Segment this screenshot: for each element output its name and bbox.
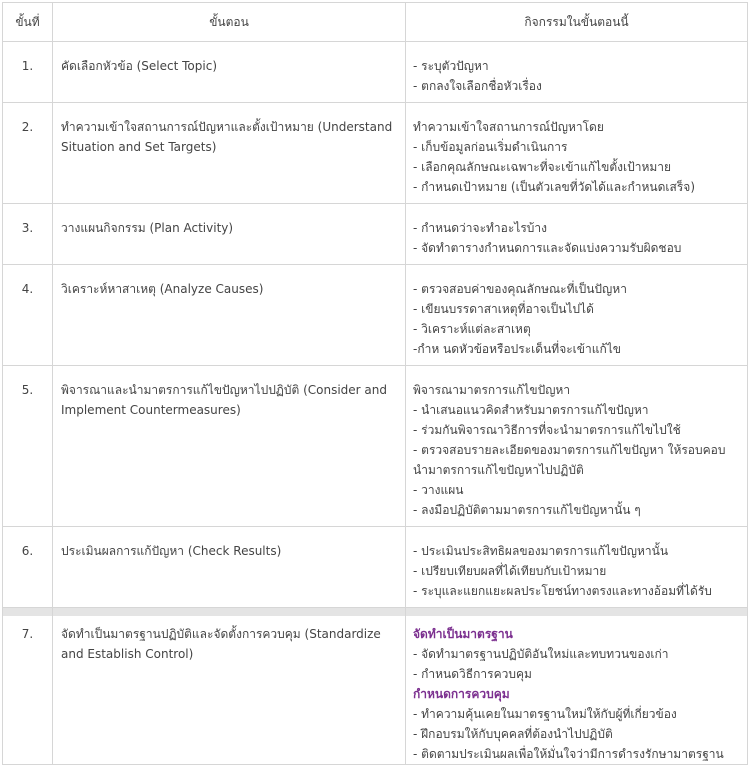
step-number: 7.	[21, 627, 34, 641]
activity-item: - นำเสนอแนวคิดสำหรับมาตรการแก้ไขปัญหา	[413, 403, 649, 417]
header-step-name: ขั้นตอน	[53, 3, 406, 42]
header-activities: กิจกรรมในขั้นตอนนี้	[406, 3, 748, 42]
step-number: 1.	[3, 42, 53, 103]
activity-item: - ตรวจสอบค่าของคุณลักษณะที่เป็นปัญหา	[413, 282, 627, 296]
step-activities	[406, 366, 748, 527]
step-number-cell	[3, 608, 53, 765]
activity-item: - ตกลงใจเลือกชื่อหัวเรื่อง	[413, 79, 542, 93]
activity-item: - ระบุตัวปัญหา	[413, 59, 489, 73]
step-name: ทำความเข้าใจสถานการณ์ปัญหาและตั้งเป้าหมาย (Understand Situation and Set Targets)	[53, 103, 406, 204]
step-name-cell	[53, 608, 406, 765]
row-separator-band	[53, 608, 405, 616]
step-activities	[406, 265, 748, 366]
table-row	[3, 265, 748, 366]
header-step-number: ขั้นที่	[3, 3, 53, 42]
step-activities	[406, 608, 748, 765]
table-row	[3, 366, 748, 527]
table-row	[3, 204, 748, 265]
step-number: 3.	[3, 204, 53, 265]
activity-item: - จัดทำตารางกำหนดการและจัดแบ่งความรับผิดชอบ	[413, 241, 682, 255]
row-separator-band	[406, 608, 747, 616]
activity-item: - ลงมือปฏิบัติตามมาตรการแก้ไขปัญหานั้น ๆ	[413, 503, 641, 517]
activity-item: ทำความเข้าใจสถานการณ์ปัญหาโดย	[413, 120, 604, 134]
activity-item: พิจารณามาตรการแก้ไขปัญหา	[413, 383, 571, 397]
step-activities	[406, 527, 748, 608]
activity-item: -กำห นดหัวข้อหรือประเด็นที่จะเข้าแก้ไข	[413, 342, 621, 356]
table-row	[3, 42, 748, 103]
step-activities	[406, 204, 748, 265]
activity-item: นำมาตรการแก้ไขปัญหาไปปฏิบัติ	[413, 463, 584, 477]
step-name: คัดเลือกหัวข้อ (Select Topic)	[53, 42, 406, 103]
step-name: วิเคราะห์หาสาเหตุ (Analyze Causes)	[53, 265, 406, 366]
activity-item: - กำหนดเป้าหมาย (เป็นตัวเลขที่วัดได้และกำหนดเสร็จ)	[413, 180, 696, 194]
activity-item: - ทำความคุ้นเคยในมาตรฐานใหม่ให้กับผู้ที่เกี่ยวข้อง	[413, 707, 677, 721]
activity-item: - กำหนดว่าจะทำอะไรบ้าง	[413, 221, 548, 235]
activity-item: - ตรวจสอบรายละเอียดของมาตรการแก้ไขปัญหา ให้รอบคอบ	[413, 443, 726, 457]
activity-item: - วางแผน	[413, 483, 464, 497]
activity-item: - กำหนดวิธีการควบคุม	[413, 667, 532, 681]
step-name: จัดทำเป็นมาตรฐานปฏิบัติและจัดตั้งการควบคุม (Standardize and Establish Control)	[61, 627, 381, 661]
activity-item: - ประเมินประสิทธิผลของมาตรการแก้ไขปัญหานั้น	[413, 544, 669, 558]
activity-item: - ติดตามประเมินผลเพื่อให้มั่นใจว่ามีการดำรงรักษามาตรฐาน	[413, 747, 724, 761]
subheading-standardize: จัดทำเป็นมาตรฐาน	[413, 627, 513, 641]
activity-item: - เปรียบเทียบผลที่ได้เทียบกับเป้าหมาย	[413, 564, 607, 578]
row-separator-band	[3, 608, 52, 616]
activity-item: - เก็บข้อมูลก่อนเริ่มดำเนินการ	[413, 140, 568, 154]
subheading-control: กำหนดการควบคุม	[413, 687, 510, 701]
steps-table	[2, 2, 748, 765]
table-row	[3, 103, 748, 204]
step-number: 4.	[3, 265, 53, 366]
table-row	[3, 608, 748, 765]
step-number: 6.	[3, 527, 53, 608]
step-number: 5.	[3, 366, 53, 527]
step-name: ประเมินผลการแก้ปัญหา (Check Results)	[53, 527, 406, 608]
step-name: วางแผนกิจกรรม (Plan Activity)	[53, 204, 406, 265]
step-activities	[406, 103, 748, 204]
step-name: พิจารณาและนำมาตรการแก้ไขปัญหาไปปฏิบัติ (Consider and Implement Countermeasures)	[53, 366, 406, 527]
activity-item: - วิเคราะห์แต่ละสาเหตุ	[413, 322, 531, 336]
activity-item: - จัดทำมาตรฐานปฏิบัติอันใหม่และทบทวนของเก่า	[413, 647, 669, 661]
activity-item: - เลือกคุณลักษณะเฉพาะที่จะเข้าแก้ไขตั้งเป้าหมาย	[413, 160, 672, 174]
activity-item: - ฝึกอบรมให้กับบุคคลที่ต้องนำไปปฏิบัติ	[413, 727, 613, 741]
step-activities	[406, 42, 748, 103]
step-number: 2.	[3, 103, 53, 204]
activity-item: - เขียนบรรดาสาเหตุที่อาจเป็นไปได้	[413, 302, 594, 316]
header-row	[3, 3, 748, 42]
activity-item: - ร่วมกันพิจารณาวิธีการที่จะนำมาตรการแก้ไขไปใช้	[413, 423, 681, 437]
activity-item: - ระบุและแยกแยะผลประโยชน์ทางตรงและทางอ้อมที่ได้รับ	[413, 584, 712, 598]
table-row	[3, 527, 748, 608]
